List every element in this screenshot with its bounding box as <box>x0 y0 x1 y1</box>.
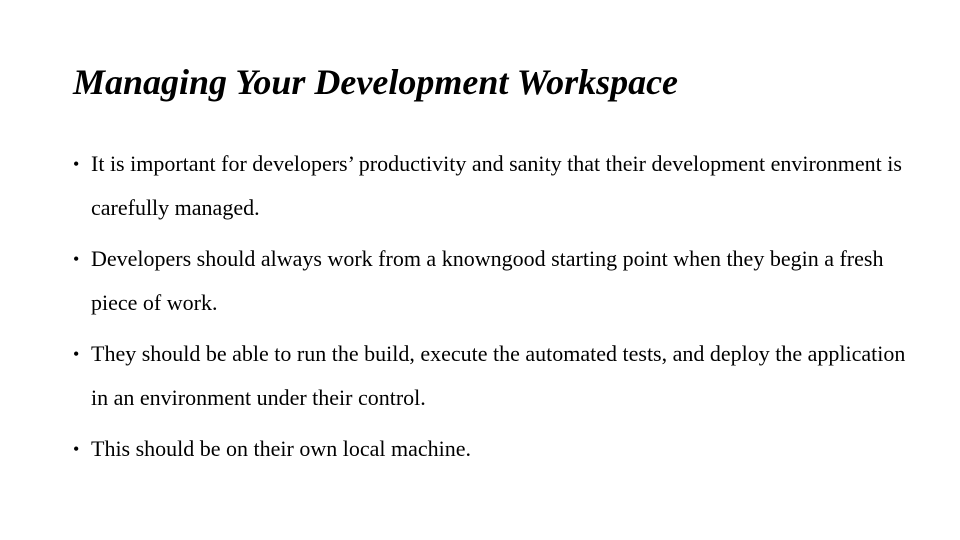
bullet-text: It is important for developers’ productivity and sanity that their development environment is carefully managed. <box>91 151 902 220</box>
bullet-text: Developers should always work from a knowngood starting point when they begin a fresh piece of work. <box>91 246 884 315</box>
bullet-item <box>73 427 913 471</box>
bullet-text: They should be able to run the build, execute the automated tests, and deploy the application in an environment under their control. <box>91 341 906 410</box>
bullet-dot-icon: • <box>73 439 80 459</box>
slide-title: Managing Your Development Workspace <box>73 62 679 102</box>
bullet-text: This should be on their own local machine. <box>91 436 472 461</box>
bullet-dot-icon: • <box>73 344 80 364</box>
bullet-item <box>73 142 913 230</box>
bullet-item <box>73 332 913 420</box>
bullet-dot-icon: • <box>73 154 80 174</box>
bullet-dot-icon: • <box>73 249 80 269</box>
bullet-item <box>73 237 913 325</box>
bullet-list <box>73 142 913 478</box>
